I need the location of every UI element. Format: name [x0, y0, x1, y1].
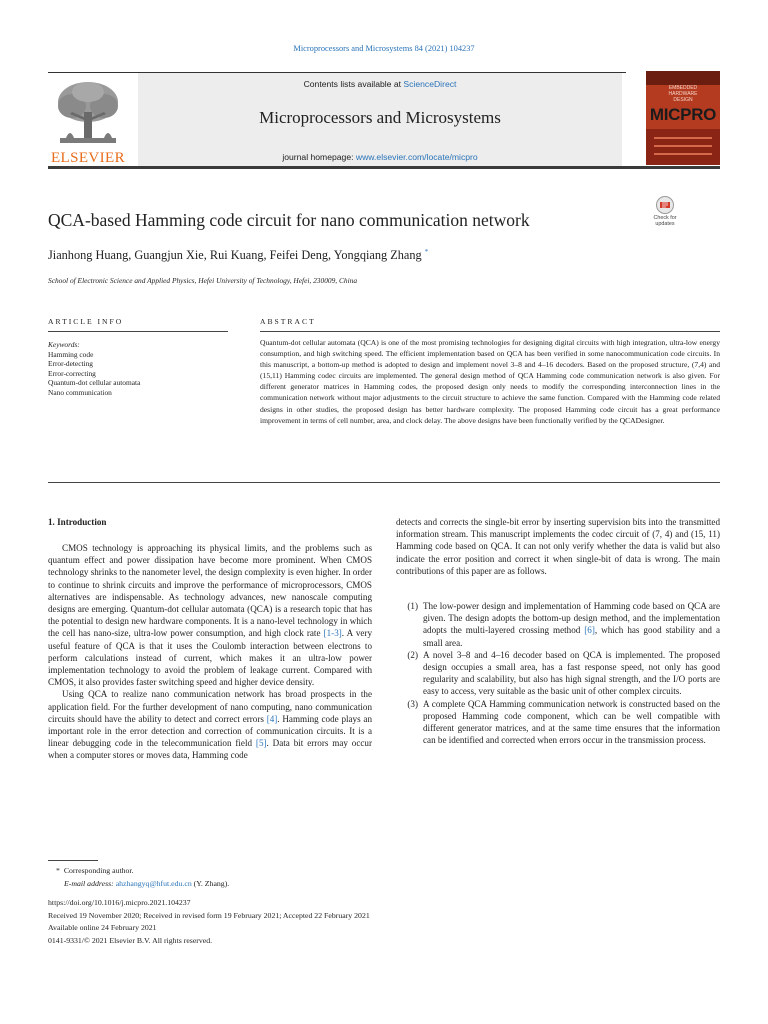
list-item-number: (2) — [407, 649, 418, 660]
article-info-heading: ARTICLE INFO — [48, 317, 124, 326]
list-item — [396, 649, 720, 698]
homepage-line — [138, 152, 622, 162]
footnote-text: Corresponding author. — [63, 866, 134, 875]
journal-title[interactable]: Microprocessors and Microsystems — [259, 108, 501, 127]
copyright-line: 0141-9331/© 2021 Elsevier B.V. All rights reserved. — [48, 936, 213, 945]
journal-reference[interactable]: Microprocessors and Microsystems 84 (2021) 104237 — [293, 44, 475, 53]
intro-text: . Hamming code plays an important role in the error detection and correction of communication circuits. It is a linear debugging code in the telecommunication field — [48, 713, 373, 749]
cover-stripe — [654, 137, 712, 139]
keywords-label: Keywords: — [48, 340, 80, 349]
keywords-block — [48, 340, 228, 398]
corresponding-footnote — [56, 866, 134, 875]
cover-bottom-band — [646, 129, 720, 165]
intro-paragraph-3: detects and corrects the single-bit error by inserting supervision bits into the transmitted information stream. This manuscript implements the codec circuit of (7, 4) and (15, 11) Hamming code based on QCA. It can not only verify whether the data is valid but also indicate the error position and correct it when single-bit of data is wrong. The main contributions of this paper are as follows. — [396, 517, 720, 576]
intro-paragraph-2 — [48, 688, 372, 761]
keyword-item: Nano communication — [48, 387, 112, 397]
keyword-item: Hamming code — [48, 349, 94, 359]
abstract-end-rule — [48, 482, 720, 483]
check-for-updates-badge[interactable] — [646, 195, 684, 231]
email-suffix: (Y. Zhang). — [191, 879, 230, 888]
corresponding-author-mark[interactable]: * — [424, 248, 429, 256]
author-list — [48, 248, 428, 263]
cover-stripe — [654, 145, 712, 147]
homepage-prefix: journal homepage: — [282, 152, 356, 162]
list-item-number: (1) — [407, 601, 418, 612]
intro-text: . A very useful feature of QCA is that it uses the Coulomb interaction between electrons to perform calculations instead of current, which makes it an ultra-low power implementation technology to avoid the problem of leakage current. Compared with CMOS, it also provides faster switching speed and higher device density. — [48, 628, 372, 688]
list-item — [396, 600, 720, 649]
citation-link[interactable]: [1-3] — [323, 628, 342, 639]
list-item — [396, 698, 720, 747]
cover-top-band — [646, 71, 720, 85]
introduction-heading: 1. Introduction — [48, 517, 107, 527]
contents-prefix: Contents lists available at — [303, 79, 404, 89]
doi-link[interactable]: https://doi.org/10.1016/j.micpro.2021.104237 — [48, 898, 191, 907]
cover-journal-name: MICPRO — [649, 105, 717, 124]
contributions-list — [396, 600, 720, 746]
keyword-item: Error-correcting — [48, 368, 96, 378]
email-label: E-mail address: — [64, 879, 116, 888]
affiliation: School of Electronic Science and Applied Physics, Hefei University of Technology, Hefei, 230009, China — [48, 276, 358, 285]
cover-stripe — [654, 153, 712, 155]
received-dates: Received 19 November 2020; Received in revised form 19 February 2021; Accepted 22 February 2021 — [48, 911, 370, 920]
intro-text: CMOS technology is approaching its physical limits, and the problems such as quantum effect and power dissipation have become more prominent. When CMOS technology shrinks to the nanometer level, the design complexity is even higher. In order to continue to shrink circuits and improve the performance of microprocessors, CMOS alternatives are indispensable. As technology advances, new nanoscale computing designs are emerging. Quantum-dot cellular automata (QCA) is a research topic that has the potential to design new hardware components. It is a nano-level technology in which the cell has nano-size, ultra-low power consumption, and high clock rate — [48, 543, 372, 639]
list-item-text — [423, 600, 720, 649]
intro-paragraph-1 — [48, 542, 372, 688]
cover-line-2: HARDWARE — [668, 91, 698, 97]
list-item-number: (3) — [407, 698, 418, 709]
cover-subtitle — [646, 85, 720, 103]
homepage-link[interactable]: www.elsevier.com/locate/micpro — [355, 152, 478, 162]
contents-line — [138, 79, 622, 89]
citation-link[interactable]: [6] — [584, 625, 595, 636]
keyword-item: Error-detecting — [48, 359, 93, 369]
publisher-logo-text[interactable]: ELSEVIER — [50, 150, 126, 166]
footnote-rule — [48, 860, 98, 861]
left-column — [48, 542, 372, 762]
list-item-text: A complete QCA Hamming communication network is constructed based on the proposed Hamming code component, which can be well compatible with different generator matrices, and at the same time ensures that the information can be identified and corrected when errors occur in the transmission process. — [423, 698, 720, 746]
header-bottom-rule — [48, 166, 720, 169]
article-title: QCA-based Hamming code circuit for nano communication network — [48, 210, 530, 230]
right-column — [396, 516, 720, 746]
footnote-mark: * — [56, 866, 60, 875]
item-text: The low-power design and implementation of Hamming code based on QCA are given. The design adopts the bottom-up design method, and the implementation adopts the multi-layered crossing method — [423, 601, 720, 636]
abstract-rule — [260, 331, 720, 332]
email-link[interactable]: ahzhangyq@hfut.edu.cn — [115, 879, 192, 888]
updates-label: Check for updates — [653, 215, 677, 227]
cover-line-1: EMBEDDED — [668, 85, 698, 91]
updates-icon — [646, 195, 684, 215]
citation-link[interactable]: [4] — [266, 713, 278, 724]
authors-text: Jianhong Huang, Guangjun Xie, Rui Kuang, Feifei Deng, Yongqiang Zhang — [48, 248, 422, 263]
citation-link[interactable]: [5] — [255, 738, 267, 749]
list-item-text: A novel 3–8 and 4–16 decoder based on QCA is implemented. The proposed design occupies a small area, has a fast response speed, not only has good regularity and scalability, but also has high signal strength, and the I/O ports are easy to access, very suitable as the basic unit of other complex circuits. — [423, 649, 720, 697]
email-footnote — [64, 879, 229, 888]
cover-line-3: DESIGN — [673, 97, 693, 103]
intro-text: Using QCA to realize nano communication network has broad prospects in the application field. For the further development of nano computing, nano communication circuits should have the ability to detect and correct errors — [48, 689, 372, 724]
sciencedirect-link[interactable]: ScienceDirect — [403, 79, 457, 89]
online-date: Available online 24 February 2021 — [48, 923, 157, 932]
abstract-text: Quantum-dot cellular automata (QCA) is one of the most promising technologies for designing digital circuits with high integration, ultra-low energy consumption, and high switching speed. The efficient implementation based on QCA has been verified in some nanocommunication code circuits. In this manuscript, a bottom-up method is adopted to design and implement novel 3–8 and 4–16 decoders. Based on the proposed structure, (7,4) and (15,11) Hamming codec circuits are implemented. The general design method of QCA Hamming code communication network is also given. For different generator matrices in Hamming codes, the proposed design only needs to modify the corresponding interconnection lines in the communication network without major adjustments to the circuit structure to achieve the same function. Compared with the Hamming code related designs in other studies, the proposed design has better hardware complexity. The proposed Hamming code circuit has a great performance improvement in terms of cell number, area, and clock delay. The above designs have been functionally verified by the QCADesigner. — [260, 338, 720, 425]
article-info-rule — [48, 331, 228, 332]
keyword-item: Quantum-dot cellular automata — [48, 378, 141, 388]
intro-text: . Data bit errors may occur when a computer stores or moves data, Hamming code — [48, 738, 372, 761]
item-text: , which has good stability and a small area. — [423, 625, 720, 648]
abstract-heading: ABSTRACT — [260, 317, 316, 326]
journal-cover-image[interactable] — [646, 71, 720, 165]
